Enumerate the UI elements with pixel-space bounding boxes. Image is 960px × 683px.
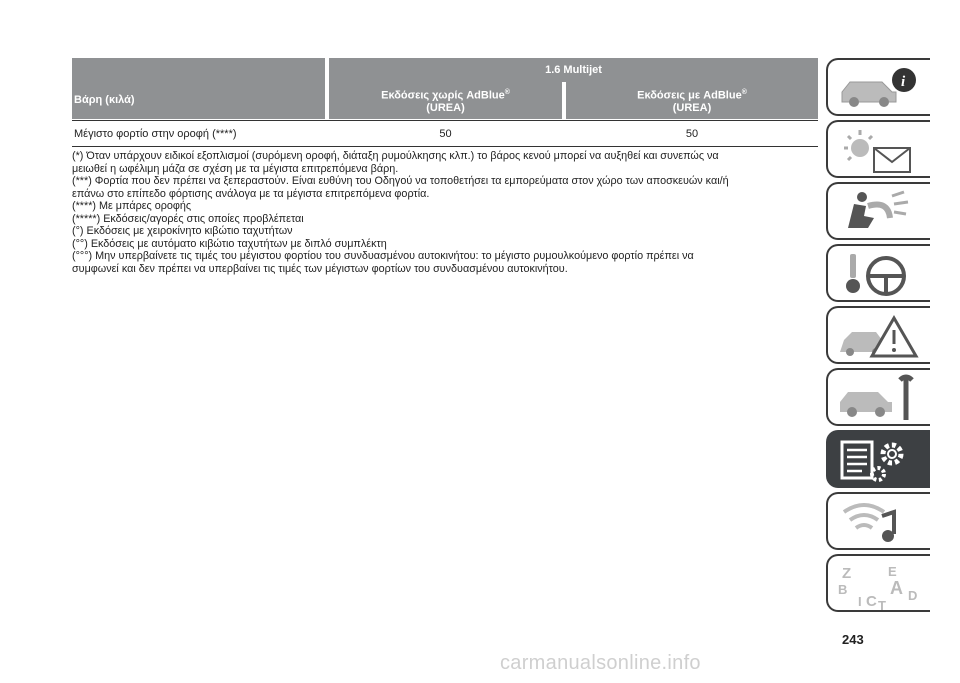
footnote-line: (°°) Εκδόσεις με αυτόματο κιβώτιο ταχυτήτων με διπλό συμπλέκτη [72,237,387,250]
header-divider [562,82,566,119]
warning-lights-icon [834,126,924,176]
header-rule [72,120,818,121]
table-bottom-rule [72,146,818,147]
no-adblue-header-text: Εκδόσεις χωρίς AdBlue [381,89,505,102]
footnote-line: (*****) Εκδόσεις/αγορές στις οποίες προβλέπεται [72,212,304,225]
index-letter: A [890,578,903,598]
airbag-seat-icon [834,188,924,238]
adblue-header-urea: (UREA) [672,102,712,115]
no-adblue-column-header [329,82,562,119]
registered-mark: ® [741,88,747,96]
footnote-line: επάνω στο επίπεδο φόρτισης ανάλογα με τα μέγιστα επιτρεπόμενα φορτία. [72,187,430,200]
footnote-line: συμφωνεί και δεν πρέπει να υπερβαίνει τις τιμές των μέγιστων φορτίων του συνδυασμένου αυτοκινήτου. [72,262,568,275]
no-adblue-header-urea: (UREA) [426,102,465,115]
tab-car-info[interactable] [826,58,930,116]
tab-index[interactable] [826,554,930,612]
footnote-line: (°°°) Μην υπερβαίνετε τις τιμές του μέγιστου φορτίου του συνδυασμένου αυτοκινήτου: το μέγιστο ρυμουλκούμενο φορτίο πρέπει να [72,250,694,262]
index-letter: B [838,582,848,597]
index-letter: I [858,594,862,609]
footnote-line: (***) Φορτία που δεν πρέπει να ξεπεραστούν. Είναι ευθύνη του Οδηγού να τοποθετήσει τα εμπορεύματα στον χώρο των αποσκευών και/ή [72,175,729,187]
engine-group-header: 1.6 Multijet [329,58,818,82]
footnotes [72,150,822,275]
tab-multimedia[interactable] [826,492,930,550]
roof-load-label: Μέγιστο φορτίο στην οροφή (****) [74,128,237,140]
emergency-warning-triangle-icon [834,312,924,362]
key-steering-wheel-icon [834,250,924,300]
weights-column-header: Βάρη (κιλά) [72,82,325,119]
registered-mark: ® [504,88,510,96]
footnote-line: μειωθεί η ωφέλιμη μάζα σε σχέση με τα μέγιστα επιτρεπόμενα βάρη. [72,162,399,175]
index-letter: E [888,564,897,579]
adblue-header-text: Εκδόσεις με AdBlue [637,89,742,102]
roof-load-adblue: 50 [685,128,699,140]
tab-technical-data[interactable] [826,430,930,488]
car-info-icon [834,64,924,114]
index-letter: C [866,593,877,610]
technical-data-icon [834,436,924,486]
tab-safety[interactable] [826,182,930,240]
footer-watermark: carmanualsonline.info [500,652,701,674]
svg-text:i: i [901,74,906,90]
tab-servicing[interactable] [826,368,930,426]
adblue-column-header [566,82,818,119]
index-letter: D [908,588,918,603]
index-letter: Z [842,565,852,582]
alphabetical-index-icon [834,560,924,610]
footnote-line: (****) Με μπάρες οροφής [72,200,192,212]
footnote-line: (°) Εκδόσεις με χειροκίνητο κιβώτιο ταχυτήτων [72,225,293,237]
tab-warning-lights[interactable] [826,120,930,178]
tab-emergency[interactable] [826,306,930,364]
multimedia-icon [834,498,924,548]
tab-starting-driving[interactable] [826,244,930,302]
footnote-line: (*) Όταν υπάρχουν ειδικοί εξοπλισμοί (συρόμενη οροφή, διάταξη ρυμούλκησης κλπ.) το βάρος κενού μπορεί να αυξηθεί και συνεπώς να [72,150,719,162]
page-number: 243 [842,632,864,647]
car-maintenance-icon [834,374,924,424]
index-letter: T [878,598,886,610]
table-header-blank [72,58,325,82]
roof-load-no-adblue: 50 [439,128,452,140]
